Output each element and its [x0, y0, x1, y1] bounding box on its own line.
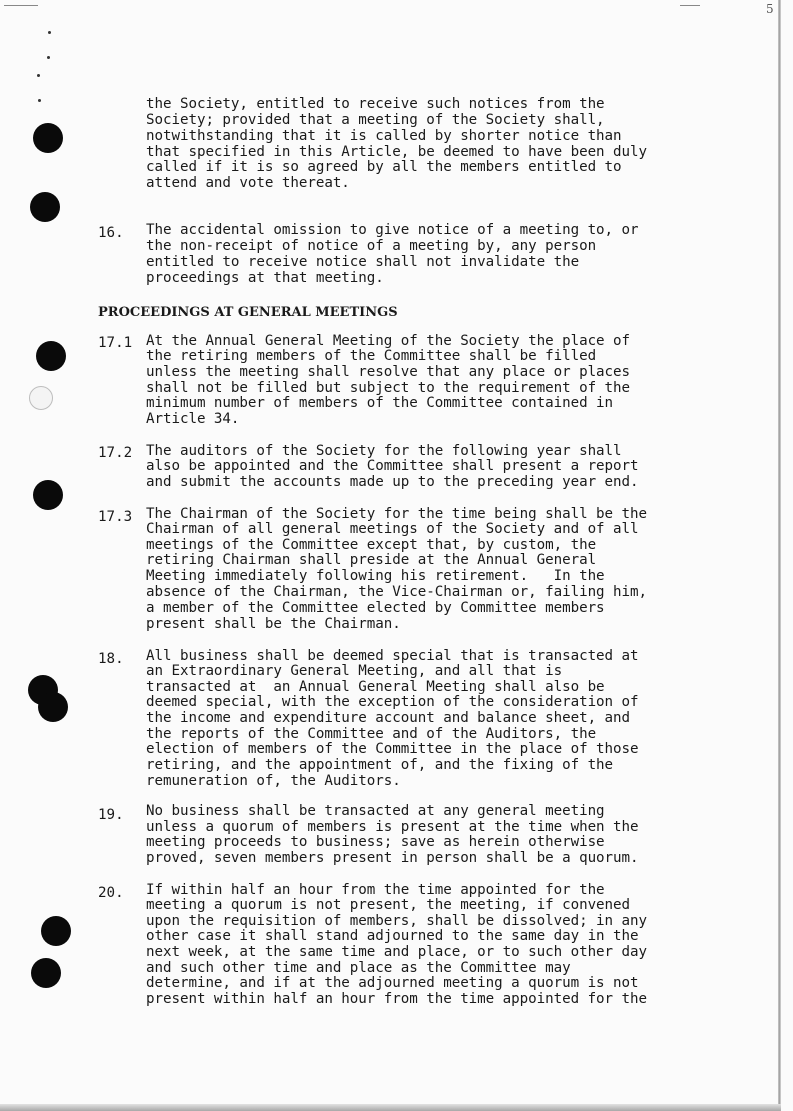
text-line: called if it is so agreed by all the members entitled to [146, 159, 622, 175]
text-line: At the Annual General Meeting of the Society the place of [146, 333, 631, 349]
text-line: transacted at an Annual General Meeting shall also be [146, 679, 605, 695]
scan-edge [778, 0, 781, 1111]
punch-hole [33, 123, 63, 153]
clause-number: 17.3 [98, 509, 133, 525]
punch-hole [38, 692, 68, 722]
speck [48, 31, 51, 34]
text-line: Article 34. [146, 411, 240, 427]
text-line: also be appointed and the Committee shall present a report [146, 458, 639, 474]
text-line: absence of the Chairman, the Vice-Chairman or, failing him, [146, 584, 648, 600]
punch-hole [30, 192, 60, 222]
text-line: unless a quorum of members is present at the time when the [146, 819, 639, 835]
page-number: 5 [766, 2, 774, 16]
speck [37, 74, 40, 77]
text-line: Meeting immediately following his retirement. In the [146, 568, 605, 584]
text-line: attend and vote thereat. [146, 175, 350, 191]
clause-number: 17.2 [98, 445, 133, 461]
text-line: Society; provided that a meeting of the Society shall, [146, 112, 605, 128]
text-line: No business shall be transacted at any general meeting [146, 803, 605, 819]
text-line: present within half an hour from the time appointed for the [146, 991, 648, 1007]
text-line: the retiring members of the Committee shall be filled [146, 348, 597, 364]
text-line: meetings of the Committee except that, by custom, the [146, 537, 597, 553]
text-line: a member of the Committee elected by Committee members [146, 600, 605, 616]
text-line: the non-receipt of notice of a meeting by, any person [146, 238, 597, 254]
text-line: an Extraordinary General Meeting, and all that is [146, 663, 563, 679]
text-line: The accidental omission to give notice of a meeting to, or [146, 222, 639, 238]
text-line: meeting a quorum is not present, the meeting, if convened [146, 897, 631, 913]
text-line: retiring Chairman shall preside at the Annual General [146, 552, 597, 568]
text-line: and submit the accounts made up to the preceding year end. [146, 474, 639, 490]
section-heading: PROCEEDINGS AT GENERAL MEETINGS [98, 305, 398, 320]
punch-hole [33, 480, 63, 510]
punch-hole [31, 958, 61, 988]
text-line: If within half an hour from the time appointed for the [146, 882, 605, 898]
scan-edge [0, 1104, 781, 1111]
clause-number: 20. [98, 885, 124, 901]
text-line: The auditors of the Society for the following year shall [146, 443, 622, 459]
clause-number: 19. [98, 807, 124, 823]
text-line: The Chairman of the Society for the time being shall be the [146, 506, 648, 522]
text-line: the reports of the Committee and of the Auditors, the [146, 726, 597, 742]
text-line: next week, at the same time and place, or to such other day [146, 944, 648, 960]
text-line: meeting proceeds to business; save as herein otherwise [146, 834, 605, 850]
text-line: entitled to receive notice shall not invalidate the [146, 254, 580, 270]
text-line: and such other time and place as the Committee may [146, 960, 571, 976]
text-line: upon the requisition of members, shall be dissolved; in any [146, 913, 648, 929]
text-line: retiring, and the appointment of, and the fixing of the [146, 757, 614, 773]
text-line: unless the meeting shall resolve that any place or places [146, 364, 631, 380]
text-line: minimum number of members of the Committee contained in [146, 395, 614, 411]
punch-hole [36, 341, 66, 371]
text-line: the income and expenditure account and balance sheet, and [146, 710, 631, 726]
scan-artifact [680, 5, 700, 6]
scan-artifact [4, 5, 38, 6]
speck [38, 99, 41, 102]
text-line: that specified in this Article, be deemed to have been duly [146, 144, 648, 160]
clause-number: 17.1 [98, 335, 133, 351]
text-line: determine, and if at the adjourned meeting a quorum is not [146, 975, 639, 991]
text-line: proceedings at that meeting. [146, 270, 384, 286]
text-line: deemed special, with the exception of the consideration of [146, 694, 639, 710]
text-line: remuneration of, the Auditors. [146, 773, 401, 789]
text-line: Chairman of all general meetings of the Society and of all [146, 521, 639, 537]
text-line: proved, seven members present in person shall be a quorum. [146, 850, 639, 866]
text-line: election of members of the Committee in the place of those [146, 741, 639, 757]
clause-number: 16. [98, 225, 124, 241]
punch-hole [41, 916, 71, 946]
text-line: present shall be the Chairman. [146, 616, 401, 632]
text-line: All business shall be deemed special that is transacted at [146, 648, 639, 664]
text-line: the Society, entitled to receive such notices from the [146, 96, 605, 112]
clause-number: 18. [98, 651, 124, 667]
speck [47, 56, 50, 59]
text-line: other case it shall stand adjourned to the same day in the [146, 928, 639, 944]
punch-hole [29, 386, 53, 410]
text-line: shall not be filled but subject to the requirement of the [146, 380, 631, 396]
text-line: notwithstanding that it is called by shorter notice than [146, 128, 622, 144]
